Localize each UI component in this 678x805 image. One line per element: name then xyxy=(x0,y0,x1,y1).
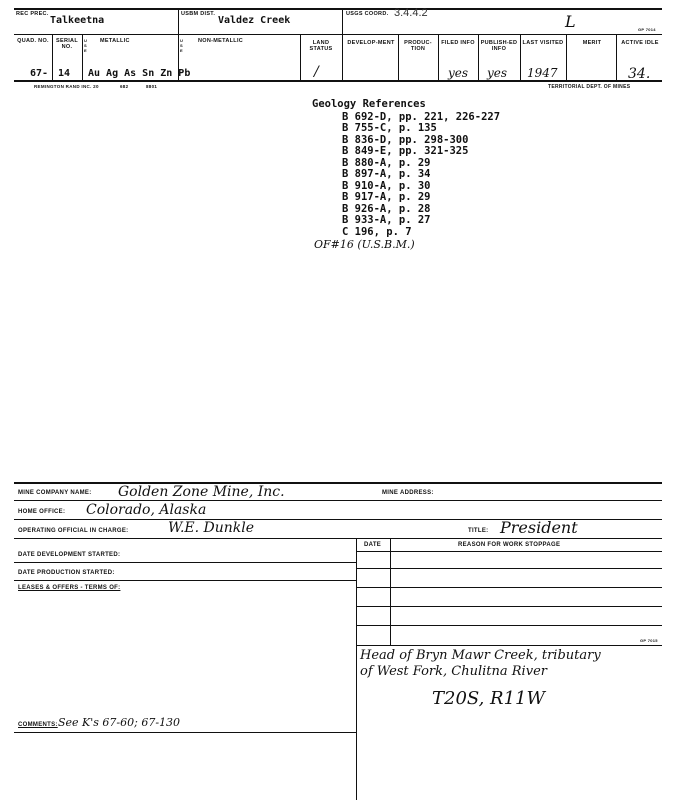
reference-item: B 926-A, p. 28 xyxy=(342,202,431,215)
usgs-coord-label: USGS COORD. xyxy=(346,11,389,17)
geology-references xyxy=(312,99,500,251)
stoppage-row-rule xyxy=(356,645,662,646)
company-rule xyxy=(14,580,356,581)
leases-label: LEASES & OFFERS - TERMS OF: xyxy=(18,585,121,591)
stoppage-row-rule xyxy=(356,587,662,588)
comments-label: COMMENTS: xyxy=(18,722,58,728)
company-name-label: MINE COMPANY NAME: xyxy=(18,490,92,496)
published-info-value: yes xyxy=(487,66,508,80)
col-divider xyxy=(300,34,301,82)
non-metallic-side-letters: U S E xyxy=(180,38,184,53)
serial-label: SERIAL NO. xyxy=(56,38,78,50)
reference-item: C 196, p. 7 xyxy=(342,225,412,238)
dev-started-label: DATE DEVELOPMENT STARTED: xyxy=(18,552,121,558)
reference-item: B 933-A, p. 27 xyxy=(342,214,431,226)
work-stoppage-col-divider xyxy=(390,538,391,646)
production-label: PRODUC-TION xyxy=(404,40,432,52)
printer-label: REMINGTON RAND INC. 20 xyxy=(34,84,99,89)
non-metallic-label: NON-METALLIC xyxy=(198,38,244,44)
header-divider xyxy=(178,8,179,36)
corner-mark: L xyxy=(565,12,576,31)
small-form-number: GP 7015 xyxy=(640,638,658,643)
printer-code-2: 8801 xyxy=(146,84,158,89)
company-rule xyxy=(14,538,662,539)
filed-info-value: yes xyxy=(448,66,469,80)
col-divider xyxy=(616,34,617,82)
location-note-1: Head of Bryn Mawr Creek, tributary xyxy=(360,648,601,663)
active-idle-value: 34. xyxy=(628,66,651,82)
stoppage-row-rule xyxy=(356,625,662,626)
header-top-rule xyxy=(14,8,662,10)
col-divider xyxy=(438,34,439,82)
reference-item: B 692-D, pp. 221, 226-227 xyxy=(342,110,501,123)
township-range: T20S, R11W xyxy=(432,688,546,709)
col-divider xyxy=(566,34,567,82)
col-divider xyxy=(478,34,479,82)
quad-no-value: 67- xyxy=(30,68,49,79)
references-title: Geology References xyxy=(312,98,426,110)
reference-item: B 755-C, p. 135 xyxy=(342,122,437,134)
published-info-label: PUBLISH-ED INFO xyxy=(480,40,518,52)
official-label: OPERATING OFFICIAL IN CHARGE: xyxy=(18,528,129,534)
company-rule xyxy=(14,500,662,501)
references-handwritten-note: OF#16 (U.S.B.M.) xyxy=(314,238,415,251)
col-divider xyxy=(520,34,521,82)
work-stoppage-divider xyxy=(356,538,357,800)
land-status-value: / xyxy=(314,64,319,80)
header-bottom-rule xyxy=(14,80,662,82)
col-divider xyxy=(82,34,83,82)
reference-item: B 836-D, pp. 298-300 xyxy=(342,133,469,146)
company-name-value: Golden Zone Mine, Inc. xyxy=(118,484,285,500)
title-value: President xyxy=(500,518,578,537)
stoppage-row-rule xyxy=(356,606,662,607)
company-rule xyxy=(14,562,356,563)
references-list xyxy=(312,112,500,239)
usgs-coord-value: 3.4.4.2 xyxy=(394,7,428,19)
metallic-label: METALLIC xyxy=(100,38,130,44)
comments-value: See K's 67-60; 67-130 xyxy=(58,716,181,729)
rec-prec-value: Talkeetna xyxy=(50,15,105,26)
col-divider xyxy=(398,34,399,82)
territorial-label: TERRITORIAL DEPT. OF MINES xyxy=(548,84,631,90)
official-value: W.E. Dunkle xyxy=(168,520,255,536)
header-mid-rule xyxy=(14,34,662,35)
quad-label: QUAD. NO. xyxy=(17,38,49,44)
filed-info-label: FILED INFO xyxy=(441,40,475,46)
title-label: TITLE: xyxy=(468,528,489,534)
home-office-label: HOME OFFICE: xyxy=(18,509,66,515)
form-number: GP 7014 xyxy=(638,27,656,32)
rec-prec-label: REC PREC. xyxy=(16,11,49,17)
usbm-dist-label: USBM DIST. xyxy=(181,11,216,17)
reference-item: B 880-A, p. 29 xyxy=(342,156,431,169)
metallic-side-letters: U S E xyxy=(84,38,88,53)
printer-code-1: 682 xyxy=(120,84,129,89)
mine-address-label: MINE ADDRESS: xyxy=(382,490,434,496)
serial-no-value: 14 xyxy=(58,68,71,79)
active-idle-label: ACTIVE IDLE xyxy=(621,40,659,46)
header-divider xyxy=(342,8,343,36)
stoppage-row-rule xyxy=(356,568,662,569)
col-divider xyxy=(342,34,343,82)
reference-item: B 917-A, p. 29 xyxy=(342,191,431,203)
stoppage-row-rule xyxy=(356,551,662,552)
prod-started-label: DATE PRODUCTION STARTED: xyxy=(18,570,115,576)
development-label: DEVELOP-MENT xyxy=(347,40,395,46)
date-col-label: DATE xyxy=(364,542,382,548)
reference-item: B 897-A, p. 34 xyxy=(342,168,431,180)
reference-item: B 849-E, pp. 321-325 xyxy=(342,145,469,157)
last-visited-label: LAST VISITED xyxy=(522,40,564,46)
land-status-label: LAND STATUS xyxy=(309,40,333,52)
merit-label: MERIT xyxy=(582,40,602,46)
last-visited-value: 1947 xyxy=(527,66,558,80)
location-note-2: of West Fork, Chulitna River xyxy=(360,664,547,679)
reason-col-label: REASON FOR WORK STOPPAGE xyxy=(458,542,561,548)
home-office-value: Colorado, Alaska xyxy=(86,502,207,518)
metallic-value: Au Ag As Sn Zn Pb xyxy=(88,68,191,79)
usbm-dist-value: Valdez Creek xyxy=(218,15,291,26)
reference-item: B 910-A, p. 30 xyxy=(342,179,431,192)
company-top-rule xyxy=(14,482,662,484)
comments-top-rule xyxy=(14,732,356,733)
